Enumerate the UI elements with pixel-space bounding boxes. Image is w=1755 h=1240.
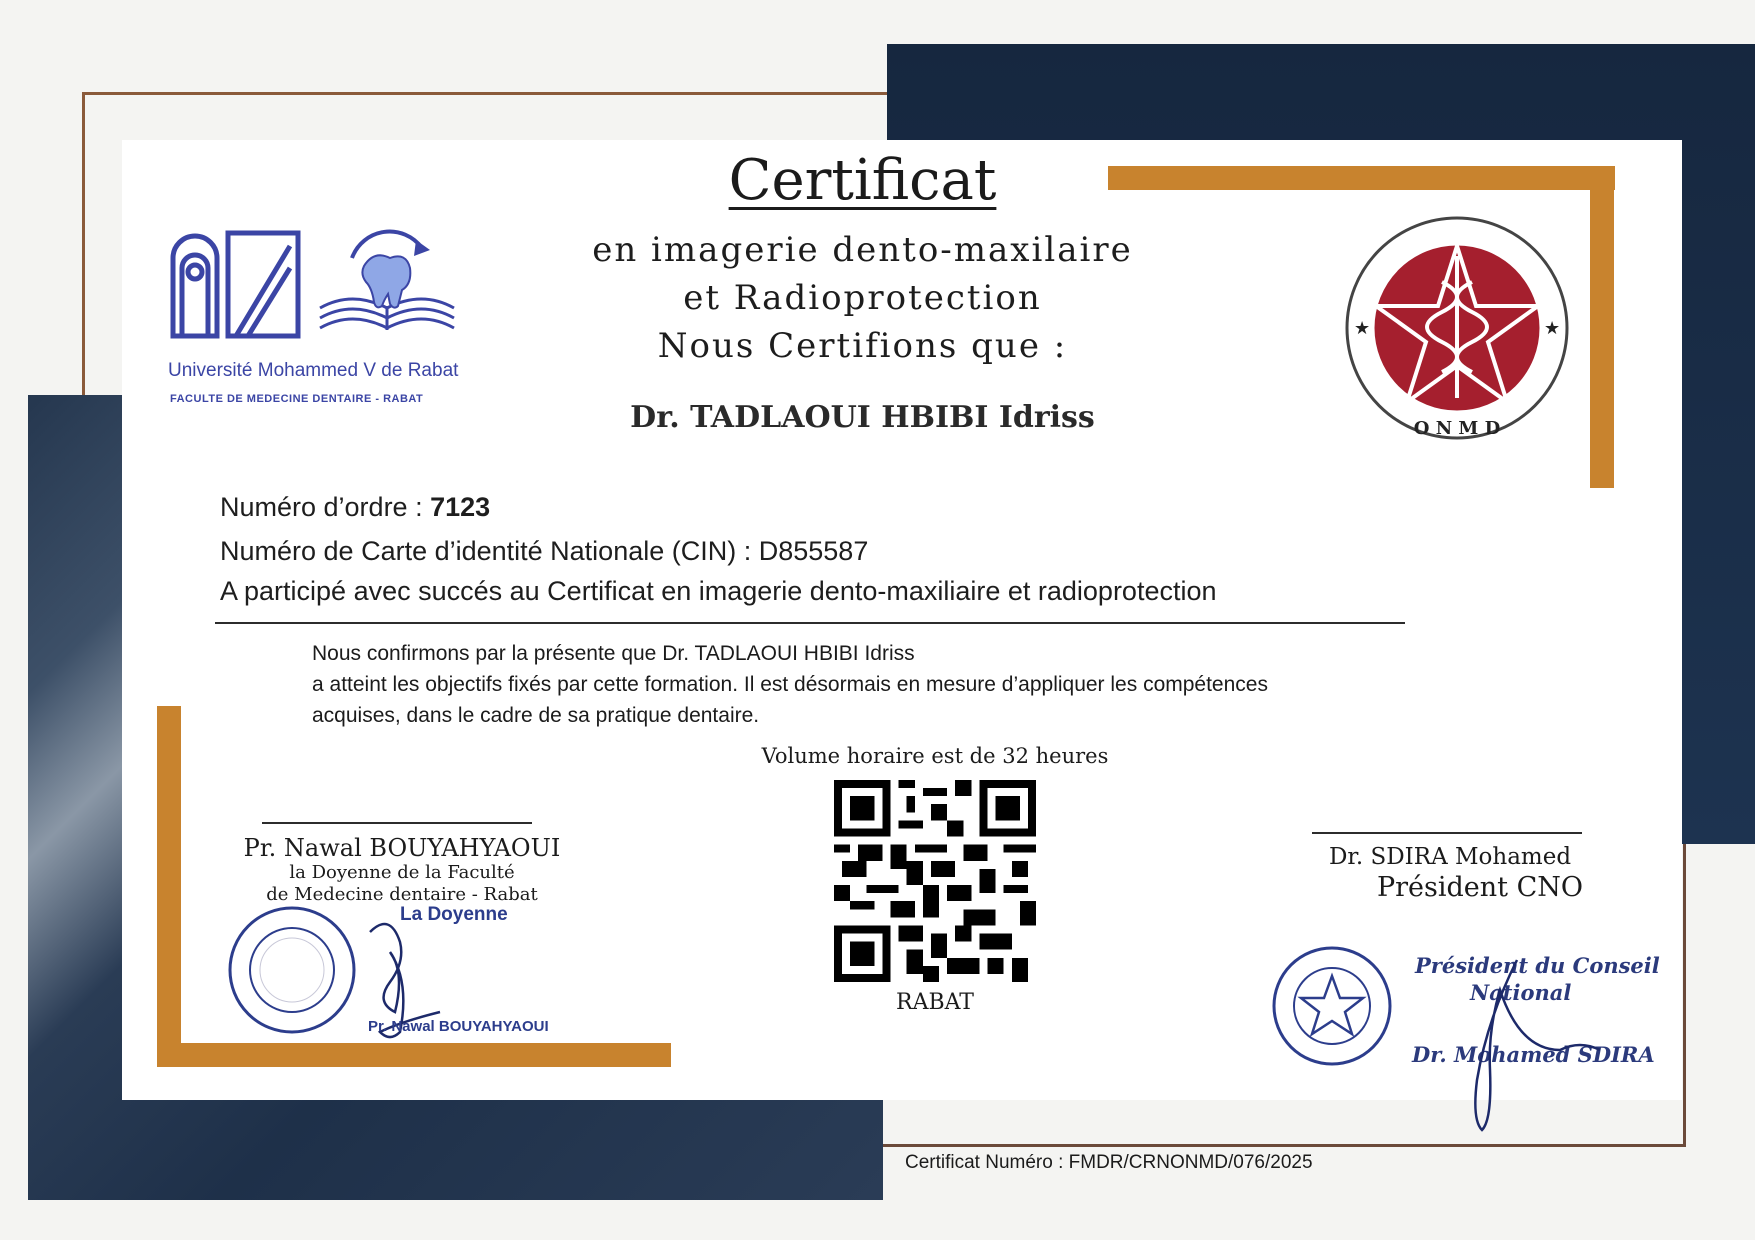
onmd-acronym: O N M D: [1413, 418, 1501, 439]
left-signatory-role-2: de Medecine dentaire - Rabat: [266, 884, 538, 905]
frame-line-top: [82, 92, 887, 95]
gold-corner-top-right-h: [1108, 166, 1615, 190]
university-logo-icon: [168, 228, 303, 340]
signature-line-right: [1312, 832, 1582, 834]
certificate-subtitle-2: et Radioprotection: [683, 278, 1042, 318]
order-value: 7123: [430, 492, 491, 522]
cno-stamp-line-2: National: [1470, 980, 1572, 1005]
paragraph-line-3: acquises, dans le cadre de sa pratique dentaire.: [312, 704, 760, 727]
paragraph-line-1: Nous confirmons par la présente que Dr. TADLAOUI HBIBI Idriss: [312, 642, 915, 665]
left-signatory-role-1: la Doyenne de la Faculté: [289, 862, 515, 883]
svg-text:★: ★: [1354, 318, 1371, 338]
qr-code: [834, 780, 1036, 982]
city: RABAT: [896, 990, 974, 1015]
frame-line-right: [1683, 844, 1686, 1147]
faculty-name: FACULTE DE MEDECINE DENTAIRE - RABAT: [170, 393, 424, 405]
onmd-emblem-icon: [1342, 212, 1572, 444]
cno-stamp-line-3: Dr. Mohamed SDIRA: [1412, 1042, 1655, 1067]
frame-line-left: [82, 92, 85, 395]
svg-text:★: ★: [1544, 318, 1561, 338]
right-signatory-role: Président CNO: [1376, 872, 1584, 903]
certificate-title: Certificat: [728, 148, 997, 213]
dental-book-icon: [312, 228, 462, 340]
gold-corner-bottom-left-v: [157, 706, 181, 1067]
signature-line-left: [262, 822, 532, 824]
cno-stamp: [1270, 944, 1395, 1069]
certificate-subtitle-1: en imagerie dento-maxilaire: [592, 230, 1133, 270]
certificate-subtitle-3: Nous Certifions que :: [657, 326, 1068, 366]
recipient-name: Dr. TADLAOUI HBIBI Idriss: [630, 400, 1095, 435]
doyenne-stamp-title: La Doyenne: [400, 904, 508, 925]
left-signature-name: Pr. Nawal BOUYAHYAOUI: [368, 1018, 549, 1035]
participation-statement: A participé avec succés au Certificat en imagerie dento-maxiliaire et radioprotection: [220, 576, 1217, 606]
order-number: [220, 492, 490, 523]
right-signatory-name: Dr. SDIRA Mohamed: [1328, 844, 1572, 870]
divider: [215, 622, 1405, 624]
cin-number: Numéro de Carte d’identité Nationale (CIN) : D855587: [220, 536, 869, 566]
paragraph-line-2: a atteint les objectifs fixés par cette formation. Il est désormais en mesure d’appliquer les compétences: [312, 673, 1268, 696]
frame-line-bottom: [883, 1144, 1686, 1147]
order-label: Numéro d’ordre :: [220, 492, 431, 522]
volume-hours: Volume horaire est de 32 heures: [761, 744, 1109, 768]
left-signatory-name: Pr. Nawal BOUYAHYAOUI: [243, 834, 561, 862]
university-name: Université Mohammed V de Rabat: [168, 360, 459, 381]
gold-corner-top-right-v: [1590, 166, 1614, 488]
signature-right: [1432, 940, 1632, 1140]
cno-stamp-line-1: Président du Conseil: [1415, 953, 1660, 978]
confirmation-paragraph: [312, 638, 1412, 731]
certificate-number: Certificat Numéro : FMDR/CRNONMD/076/2025: [905, 1152, 1313, 1173]
